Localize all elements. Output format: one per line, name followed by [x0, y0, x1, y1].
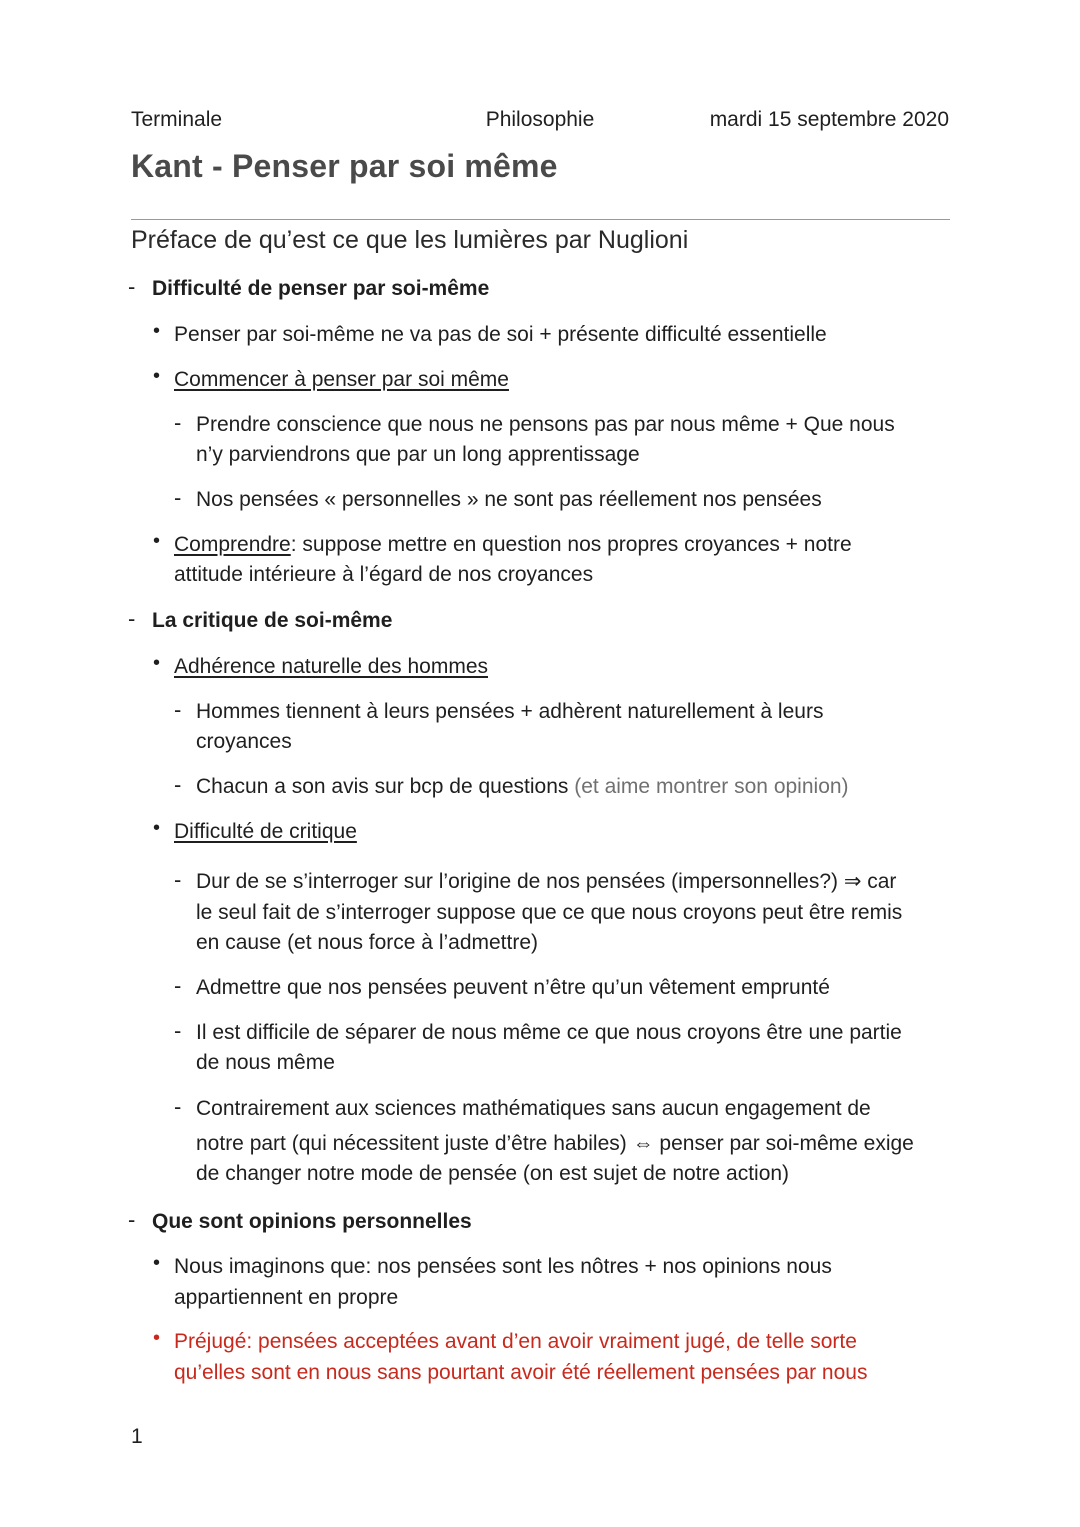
- list-item-underlined: Adhérence naturelle des hommes: [174, 655, 489, 678]
- term-label: Comprendre: [174, 533, 291, 556]
- sub-item-line: croyances: [196, 730, 292, 753]
- sub-dash: -: [174, 485, 182, 510]
- bullet-highlight: •: [153, 1327, 161, 1349]
- bullet: •: [153, 320, 161, 342]
- header-level: Terminale: [131, 108, 223, 131]
- section-heading: La critique de soi-même: [152, 609, 393, 632]
- sub-item-line: Admettre que nos pensées peuvent n’être qu’un vêtement emprunté: [196, 976, 830, 999]
- list-item-line: attitude intérieure à l’égard de nos croyances: [174, 563, 594, 586]
- sub-item-line: n’y parviendrons que par un long apprentissage: [196, 443, 640, 466]
- sub-item-line: Contrairement aux sciences mathématiques sans aucun engagement de: [196, 1097, 871, 1120]
- section-heading: Difficulté de penser par soi-même: [152, 277, 490, 300]
- sub-item-line: notre part (qui nécessitent juste d’être habiles) ⇔ penser par soi-même exige: [196, 1132, 914, 1155]
- section-dash: -: [128, 274, 136, 299]
- page-number: 1: [131, 1425, 143, 1448]
- definition-highlight-line: Préjugé: pensées acceptées avant d’en avoir vraiment jugé, de telle sorte: [174, 1330, 857, 1353]
- section-dash: -: [128, 606, 136, 631]
- header-subject: Philosophie: [485, 108, 595, 131]
- definition-highlight-line: qu’elles sont en nous sans pourtant avoir été réellement pensées par nous: [174, 1361, 868, 1384]
- sub-dash: -: [174, 973, 182, 998]
- term-definition: : suppose mettre en question nos propres croyances + notre: [290, 533, 852, 556]
- sub-dash: -: [174, 1094, 182, 1119]
- sub-item-line: de changer notre mode de pensée (on est sujet de notre action): [196, 1162, 790, 1185]
- section-dash: -: [128, 1207, 136, 1232]
- sub-dash: -: [174, 697, 182, 722]
- list-item: [174, 530, 852, 560]
- sub-item-line: Nos pensées « personnelles » ne sont pas réellement nos pensées: [196, 488, 822, 511]
- sub-item-line: Hommes tiennent à leurs pensées + adhèrent naturellement à leurs: [196, 700, 824, 723]
- list-item-line: appartiennent en propre: [174, 1286, 399, 1309]
- page-subtitle: Préface de qu’est ce que les lumières par Nuglioni: [131, 226, 689, 254]
- section-heading: Que sont opinions personnelles: [152, 1210, 472, 1233]
- title-divider: [131, 219, 950, 220]
- sub-item-line: le seul fait de s’interroger suppose que ce que nous croyons peut être remis: [196, 901, 903, 924]
- sub-item-line: en cause (et nous force à l’admettre): [196, 931, 539, 954]
- header-date: mardi 15 septembre 2020: [709, 108, 949, 131]
- sub-item-line: [196, 772, 849, 802]
- sub-dash: -: [174, 1018, 182, 1043]
- list-item: Penser par soi-même ne va pas de soi + présente difficulté essentielle: [174, 323, 827, 346]
- sub-item-line: de nous même: [196, 1051, 335, 1074]
- sub-dash: -: [174, 410, 182, 435]
- list-item-underlined: Difficulté de critique: [174, 820, 357, 843]
- list-item-underlined: Commencer à penser par soi même: [174, 368, 509, 391]
- sub-item-line: Prendre conscience que nous ne pensons pas par nous même + Que nous: [196, 413, 895, 436]
- sub-item-text: Chacun a son avis sur bcp de questions: [196, 775, 569, 798]
- page-title: Kant - Penser par soi même: [131, 148, 558, 184]
- sub-item-aside: (et aime montrer son opinion): [574, 775, 849, 798]
- bullet: •: [153, 652, 161, 674]
- list-item-line: Nous imaginons que: nos pensées sont les nôtres + nos opinions nous: [174, 1255, 832, 1278]
- sub-dash: -: [174, 772, 182, 797]
- bullet: •: [153, 817, 161, 839]
- bullet: •: [153, 1252, 161, 1274]
- bullet: •: [153, 530, 161, 552]
- sub-item-line: Il est difficile de séparer de nous même ce que nous croyons être une partie: [196, 1021, 902, 1044]
- sub-item-line: Dur de se s’interroger sur l’origine de nos pensées (impersonnelles?) ⇒ car: [196, 870, 897, 893]
- bullet: •: [153, 365, 161, 387]
- sub-dash: -: [174, 867, 182, 892]
